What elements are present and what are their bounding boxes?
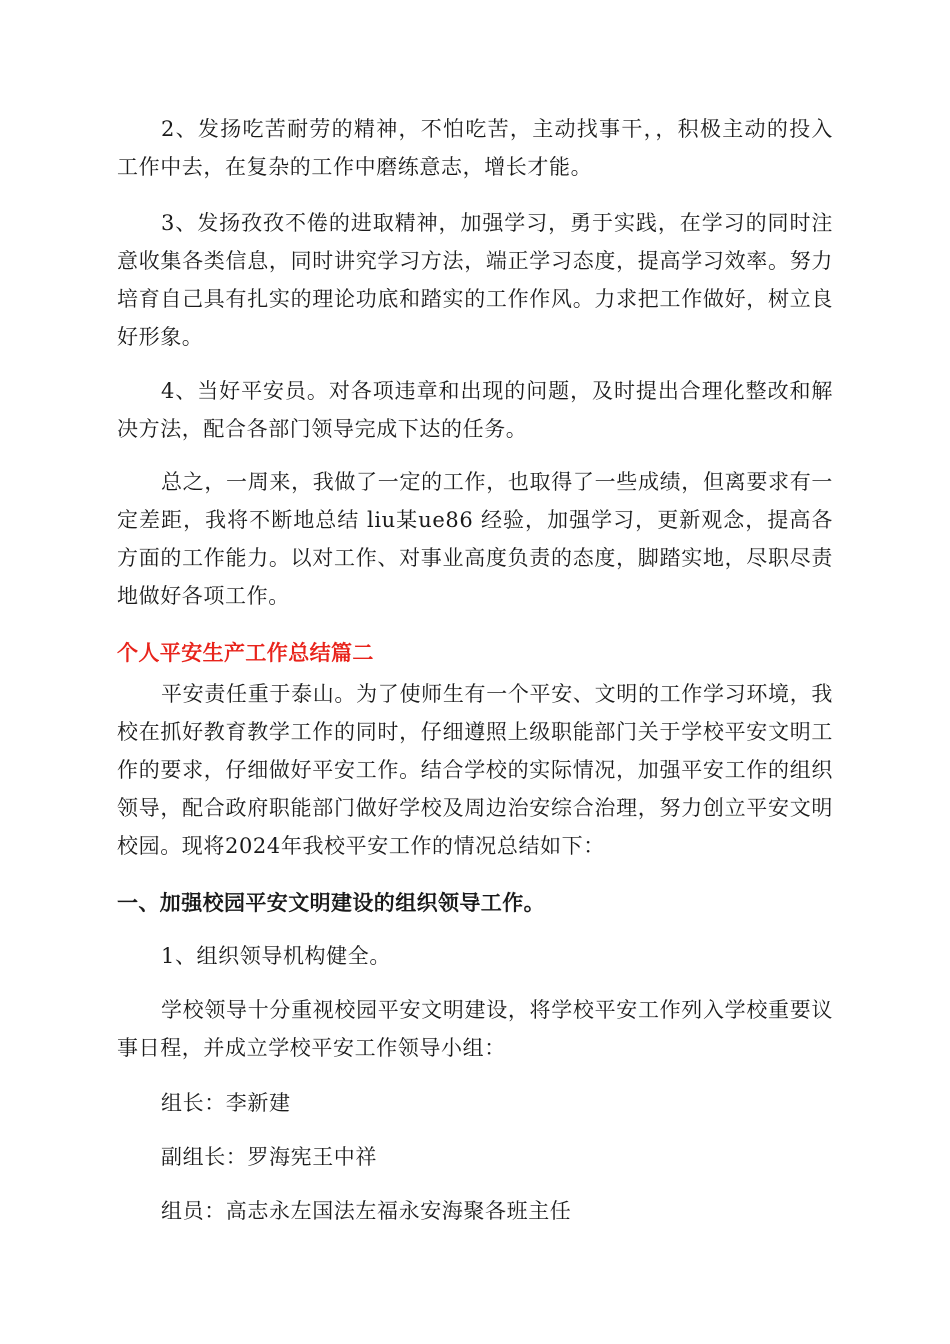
paragraph-intro: 平安责任重于泰山。为了使师生有一个平安、文明的工作学习环境，我校在抓好教育教学工作的同时，仔细遵照上级职能部门关于学校平安文明工作的要求，仔细做好平安工作。结合学校的实际情况，加强平安工作的组织领导，配合政府职能部门做好学校及周边治安综合治理，努力创立平安文明校园。现将2024年我校平安工作的情况总结如下： — [117, 682, 833, 858]
paragraph-item-2: 2、发扬吃苦耐劳的精神，不怕吃苦，主动找事干，，积极主动的投入工作中去，在复杂的工作中磨练意志，增长才能。 — [117, 117, 833, 179]
leader-line: 组长：李新建 — [161, 1091, 291, 1115]
heading-organization: 一、加强校园平安文明建设的组织领导工作。 — [117, 891, 545, 915]
paragraph-item-3: 3、发扬孜孜不倦的进取精神，加强学习，勇于实践，在学习的同时注意收集各类信息，同时讲究学习方法，端正学习态度，提高学习效率。努力培育自己具有扎实的理论功底和踏实的工作作风。力求把工作做好，树立良好形象。 — [117, 211, 833, 349]
members-line: 组员：高志永左国法左福永安海聚各班主任 — [161, 1199, 572, 1223]
item-organization-structure: 1、组织领导机构健全。 — [161, 944, 391, 968]
paragraph-summary: 总之，一周来，我做了一定的工作，也取得了一些成绩，但离要求有一定差距，我将不断地总结 liu某ue86 经验，加强学习，更新观念，提高各方面的工作能力。以对工作、对事业高度负责的态度，脚踏实地，尽职尽责地做好各项工作。 — [117, 470, 833, 608]
section-title: 个人平安生产工作总结篇二 — [117, 641, 374, 665]
deputy-leader-line: 副组长：罗海宪王中祥 — [161, 1145, 377, 1169]
paragraph-item-4: 4、当好平安员。对各项违章和出现的问题，及时提出合理化整改和解决方法，配合各部门领导完成下达的任务。 — [117, 379, 833, 441]
paragraph-leadership: 学校领导十分重视校园平安文明建设，将学校平安工作列入学校重要议事日程，并成立学校平安工作领导小组： — [117, 998, 833, 1060]
